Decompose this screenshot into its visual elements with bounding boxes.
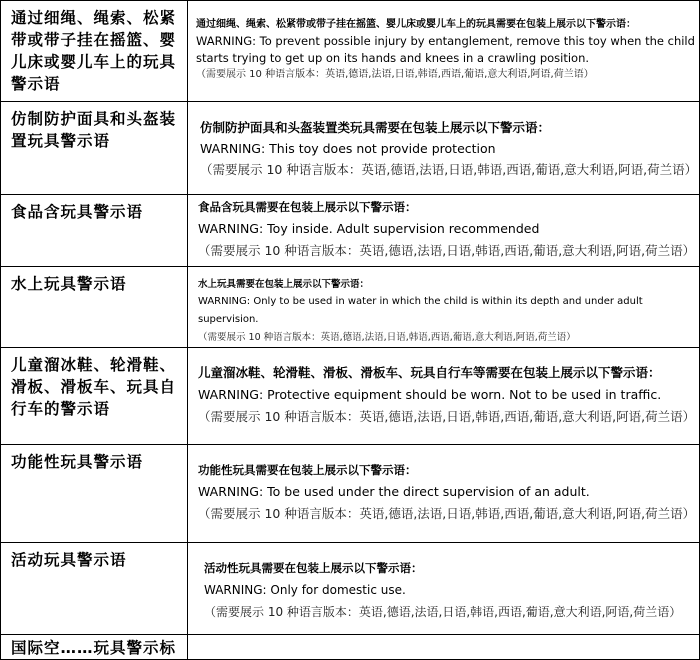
category-cell — [1, 195, 188, 267]
warning-heading: 儿童溜冰鞋、轮滑鞋、滑板、滑板车、玩具自行车等需要在包装上展示以下警示语： — [198, 365, 661, 380]
warning-heading: 功能性玩具需要在包装上展示以下警示语： — [198, 463, 417, 477]
content-cell — [188, 195, 700, 267]
category-cell — [1, 102, 188, 195]
language-note: （需要展示 10 种语言版本：英语,德语,法语,日语,韩语,西语,葡语,意大利语,阿语,荷兰语） — [198, 243, 696, 258]
content-cell — [188, 543, 700, 635]
table-row — [1, 543, 700, 635]
language-note: （需要展示 10 种语言版本：英语,德语,法语,日语,韩语,西语,葡语,意大利语,阿语,荷兰语） — [198, 332, 576, 343]
table-row — [1, 348, 700, 445]
category-cell — [1, 267, 188, 348]
content-cell — [188, 267, 700, 348]
warning-text: WARNING: Protective equipment should be worn. Not to be used in traffic. — [198, 387, 662, 402]
category-label: 水上玩具警示语 — [11, 275, 127, 293]
content-cell — [188, 102, 700, 195]
category-label: 国际空……玩具警示标 — [11, 639, 177, 657]
warning-text: WARNING: Toy inside. Adult supervision recommended — [198, 221, 540, 236]
language-note: （需要展示 10 种语言版本：英语,德语,法语,日语,韩语,西语,葡语,意大利语,阿语,荷兰语） — [204, 605, 682, 619]
category-label: 食品含玩具警示语 — [11, 203, 144, 221]
category-cell — [1, 543, 188, 635]
content-cell — [188, 348, 700, 445]
warning-heading: 食品含玩具需要在包装上展示以下警示语： — [198, 200, 417, 214]
warning-heading: 活动性玩具需要在包装上展示以下警示语： — [204, 561, 423, 575]
table-row — [1, 445, 700, 543]
warning-heading: 通过细绳、绳索、松紧带或带子挂在摇篮、婴儿床或婴儿车上的玩具需要在包装上展示以下警示语： — [196, 19, 636, 30]
category-cell — [1, 445, 188, 543]
table-row — [1, 102, 700, 195]
table-row-partial — [1, 635, 700, 660]
category-label: 仿制防护面具和头盔装置玩具警示语 — [11, 110, 177, 150]
table-row — [1, 1, 700, 102]
category-label: 功能性玩具警示语 — [11, 453, 144, 471]
warning-text: WARNING: This toy does not provide protection — [200, 141, 496, 156]
language-note: （需要展示 10 种语言版本：英语,德语,法语,日语,韩语,西语,葡语,意大利语,阿语,荷兰语） — [198, 506, 696, 521]
category-cell — [1, 348, 188, 445]
content-cell — [188, 1, 700, 102]
category-cell — [1, 1, 188, 102]
content-cell — [188, 635, 700, 660]
language-note: （需要展示 10 种语言版本：英语,德语,法语,日语,韩语,西语,葡语,意大利语,阿语,荷兰语） — [198, 409, 696, 424]
warning-heading: 仿制防护面具和头盔装置类玩具需要在包装上展示以下警示语： — [200, 120, 551, 135]
content-cell — [188, 445, 700, 543]
language-note: （需要展示 10 种语言版本：英语,德语,法语,日语,韩语,西语,葡语,意大利语,阿语,荷兰语） — [196, 69, 594, 80]
category-label: 活动玩具警示语 — [11, 551, 127, 569]
category-label: 儿童溜冰鞋、轮滑鞋、滑板、滑板车、玩具自行车的警示语 — [11, 356, 177, 418]
table-row — [1, 195, 700, 267]
warning-heading: 水上玩具需要在包装上展示以下警示语： — [198, 279, 370, 290]
warning-text: WARNING: To prevent possible injury by entanglement, remove this toy when the child starts trying to get up on its hands and knees in a crawling position. — [196, 34, 695, 65]
language-note: （需要展示 10 种语言版本：英语,德语,法语,日语,韩语,西语,葡语,意大利语,阿语,荷兰语） — [200, 162, 698, 177]
warning-text: WARNING: Only to be used in water in which the child is within its depth and under adult supervision. — [198, 296, 643, 325]
warning-text: WARNING: Only for domestic use. — [204, 583, 406, 597]
category-cell — [1, 635, 188, 660]
category-label: 通过细绳、绳索、松紧带或带子挂在摇篮、婴儿床或婴儿车上的玩具警示语 — [11, 9, 177, 93]
table-row — [1, 267, 700, 348]
warning-text: WARNING: To be used under the direct supervision of an adult. — [198, 484, 590, 499]
